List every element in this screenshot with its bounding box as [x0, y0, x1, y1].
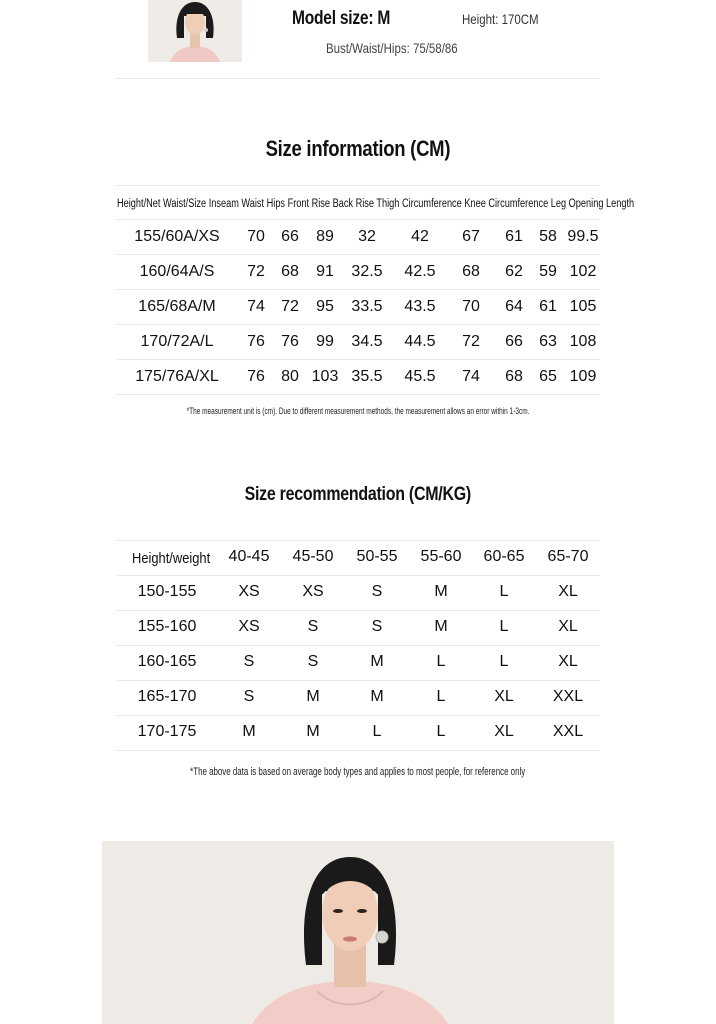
measurement-cell: 45.5 [404, 368, 436, 385]
measurement-cell: 66 [505, 333, 523, 350]
recommended-size-cell: L [499, 618, 509, 635]
divider [116, 219, 600, 220]
size-recommendation-note: *The above data is based on average body types and applies to most people, for reference only [190, 766, 526, 778]
recommended-size-cell: XXL [552, 723, 584, 740]
size-info-title: Size information (CM) [265, 136, 451, 161]
recommended-size-cell: S [307, 653, 319, 670]
recommended-size-cell: XL [558, 653, 578, 670]
size-code-cell: 170/72A/L [140, 333, 214, 350]
recommended-size-cell: XXL [552, 688, 584, 705]
measurement-cell: 43.5 [404, 298, 436, 315]
recommended-size-cell: M [370, 688, 384, 705]
measurement-cell: 74 [247, 298, 265, 315]
divider [116, 78, 600, 79]
weight-range-header: 45-50 [292, 548, 334, 565]
recommended-size-cell: M [370, 653, 384, 670]
measurement-cell: 109 [569, 368, 597, 385]
measurement-cell: 91 [316, 263, 334, 280]
measurement-cell: 72 [247, 263, 265, 280]
weight-range-header: 60-65 [483, 548, 525, 565]
size-code-cell: 165/68A/M [138, 298, 216, 315]
weight-range-header: 50-55 [356, 548, 398, 565]
size-info-header: Height/Net Waist/Size Inseam Waist Hips Front Rise Back Rise Thigh Circumference Knee Circumference Leg Opening Length [117, 198, 635, 210]
measurement-cell: 33.5 [351, 298, 383, 315]
recommended-size-cell: S [307, 618, 319, 635]
measurement-cell: 35.5 [351, 368, 383, 385]
measurement-cell: 108 [569, 333, 597, 350]
size-code-cell: 160/64A/S [139, 263, 215, 280]
measurement-cell: 61 [505, 228, 523, 245]
measurement-cell: 103 [311, 368, 339, 385]
measurement-cell: 105 [569, 298, 597, 315]
recommended-size-cell: M [306, 723, 320, 740]
row-divider [116, 680, 600, 681]
recommended-size-cell: XS [302, 583, 324, 600]
recommended-size-cell: XS [238, 618, 260, 635]
recommended-size-cell: L [372, 723, 382, 740]
measurement-cell: 74 [462, 368, 480, 385]
row-divider [116, 750, 600, 751]
row-divider [116, 610, 600, 611]
row-divider [116, 575, 600, 576]
model-height-label: Height: 170CM [462, 11, 539, 27]
recommended-size-cell: S [243, 653, 255, 670]
row-divider [116, 359, 600, 360]
measurement-cell: 72 [462, 333, 480, 350]
measurement-cell: 61 [539, 298, 557, 315]
measurement-cell: 44.5 [404, 333, 436, 350]
height-weight-header: Height/weight [132, 550, 211, 567]
measurement-cell: 76 [247, 368, 265, 385]
row-divider [116, 394, 600, 395]
recommended-size-cell: S [371, 583, 383, 600]
measurement-cell: 63 [539, 333, 557, 350]
measurement-cell: 99 [316, 333, 334, 350]
recommended-size-cell: L [436, 688, 446, 705]
measurement-cell: 70 [247, 228, 265, 245]
measurement-cell: 76 [281, 333, 299, 350]
measurement-cell: 32.5 [351, 263, 383, 280]
model-photo [102, 841, 614, 1024]
recommended-size-cell: XL [494, 723, 514, 740]
recommended-size-cell: XL [558, 618, 578, 635]
recommended-size-cell: L [436, 723, 446, 740]
recommended-size-cell: XL [558, 583, 578, 600]
size-code-cell: 155/60A/XS [134, 228, 220, 245]
measurement-cell: 80 [281, 368, 299, 385]
row-divider [116, 289, 600, 290]
measurement-cell: 32 [358, 228, 376, 245]
measurement-cell: 42.5 [404, 263, 436, 280]
measurement-cell: 68 [505, 368, 523, 385]
height-range-cell: 170-175 [137, 723, 197, 740]
weight-range-header: 65-70 [547, 548, 589, 565]
measurement-cell: 67 [462, 228, 480, 245]
measurement-cell: 59 [539, 263, 557, 280]
measurement-cell: 58 [539, 228, 557, 245]
row-divider [116, 645, 600, 646]
row-divider [116, 715, 600, 716]
measurement-cell: 68 [462, 263, 480, 280]
measurement-cell: 65 [539, 368, 557, 385]
recommended-size-cell: M [242, 723, 256, 740]
measurement-cell: 89 [316, 228, 334, 245]
height-range-cell: 150-155 [137, 583, 197, 600]
measurement-cell: 72 [281, 298, 299, 315]
model-size-label: Model size: M [292, 8, 391, 29]
size-recommendation-title: Size recommendation (CM/KG) [244, 484, 472, 505]
measurement-cell: 62 [505, 263, 523, 280]
recommended-size-cell: XS [238, 583, 260, 600]
recommended-size-cell: S [243, 688, 255, 705]
measurement-cell: 66 [281, 228, 299, 245]
measurement-cell: 34.5 [351, 333, 383, 350]
recommended-size-cell: M [306, 688, 320, 705]
measurement-cell: 102 [569, 263, 597, 280]
measurement-cell: 42 [411, 228, 429, 245]
measurement-cell: 68 [281, 263, 299, 280]
height-range-cell: 155-160 [137, 618, 197, 635]
measurement-cell: 70 [462, 298, 480, 315]
row-divider [116, 254, 600, 255]
recommended-size-cell: L [499, 583, 509, 600]
height-range-cell: 160-165 [137, 653, 197, 670]
size-info-note: *The measurement unit is (cm). Due to different measurement methods, the measurement allows an error within 1-3cm. [186, 406, 530, 416]
recommended-size-cell: XL [494, 688, 514, 705]
height-range-cell: 165-170 [137, 688, 197, 705]
measurement-cell: 76 [247, 333, 265, 350]
model-thumbnail-photo [148, 0, 242, 62]
size-code-cell: 175/76A/XL [135, 368, 219, 385]
recommended-size-cell: M [434, 583, 448, 600]
weight-range-header: 55-60 [420, 548, 462, 565]
recommended-size-cell: L [499, 653, 509, 670]
recommended-size-cell: M [434, 618, 448, 635]
recommended-size-cell: S [371, 618, 383, 635]
divider [116, 540, 600, 541]
weight-range-header: 40-45 [228, 548, 270, 565]
row-divider [116, 324, 600, 325]
measurement-cell: 95 [316, 298, 334, 315]
recommended-size-cell: L [436, 653, 446, 670]
divider [116, 185, 600, 186]
measurement-cell: 64 [505, 298, 523, 315]
model-measurements-label: Bust/Waist/Hips: 75/58/86 [326, 40, 458, 56]
measurement-cell: 99.5 [567, 228, 599, 245]
